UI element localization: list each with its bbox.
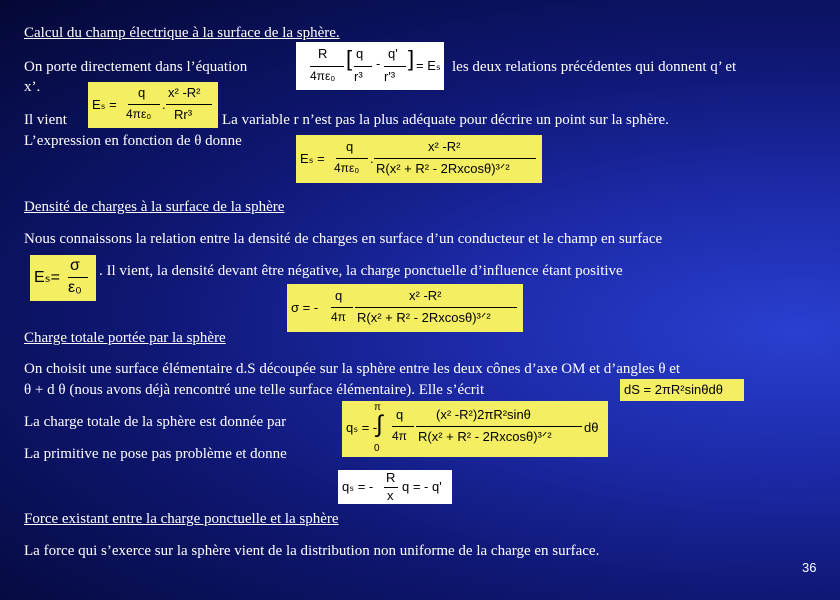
paragraph-text: . Il vient, la densité devant être négative, la charge ponctuelle d’influence étant positive <box>99 263 623 279</box>
paragraph-text: les deux relations précédentes qui donnent q’ et <box>452 59 737 75</box>
section-title-electric-field: Calcul du champ électrique à la surface de la sphère. <box>24 25 340 41</box>
paragraph-text: On choisit une surface élémentaire d.S découpée sur la sphère entre les deux cônes d’axe OM et d’angles θ et <box>24 361 681 377</box>
page-number: 36 <box>802 560 817 575</box>
equation-total-charge-integral: π qₛ = - ∫ 0 q 4π (x² -R²)2πR²sinθ R(x² + R² - 2Rxcosθ)³ᐟ² dθ <box>342 401 608 457</box>
equation-boundary-condition: R 4πε₀ [ q r³ - q' r'³ ] = Eₛ <box>296 42 444 90</box>
paragraph-text: La charge totale de la sphère est donnée par <box>24 414 287 430</box>
equation-sigma-field: Eₛ= σ ε₀ <box>30 255 96 301</box>
section-title-total-charge: Charge totale portée par la sphère <box>24 330 226 346</box>
paragraph-text: Nous connaissons la relation entre la densité de charges en surface d’un conducteur et le champ en surface <box>24 231 663 247</box>
equation-charge-density: σ = - q 4π x² -R² R(x² + R² - 2Rxcosθ)³ᐟ² <box>287 284 523 332</box>
equation-field-theta: Eₛ = q 4πε₀ . x² -R² R(x² + R² - 2Rxcosθ)³ᐟ² <box>296 135 542 183</box>
paragraph-text: x’. <box>24 79 41 95</box>
paragraph-text: La force qui s’exerce sur la sphère vient de la distribution non uniforme de la charge en surface. <box>24 543 600 559</box>
equation-field-r: Eₛ = q 4πε₀ . x² -R² Rr³ <box>88 82 218 128</box>
equation-total-charge-result: qₛ = - R x q = - q' <box>338 470 452 504</box>
paragraph-text: La primitive ne pose pas problème et donne <box>24 446 287 462</box>
section-title-charge-density: Densité de charges à la surface de la sphère <box>24 199 285 215</box>
paragraph-text: La variable r n’est pas la plus adéquate pour décrire un point sur la sphère. <box>222 112 669 128</box>
paragraph-text: On porte directement dans l’équation <box>24 59 248 75</box>
paragraph-text: L’expression en fonction de θ donne <box>24 133 242 149</box>
section-title-force: Force existant entre la charge ponctuelle et la sphère <box>24 511 339 527</box>
equation-surface-element: dS = 2πR²sinθdθ <box>620 379 744 401</box>
paragraph-text: Il vient <box>24 112 67 128</box>
paragraph-text: θ + d θ (nous avons déjà rencontré une telle surface élémentaire). Elle s’écrit <box>24 382 485 398</box>
